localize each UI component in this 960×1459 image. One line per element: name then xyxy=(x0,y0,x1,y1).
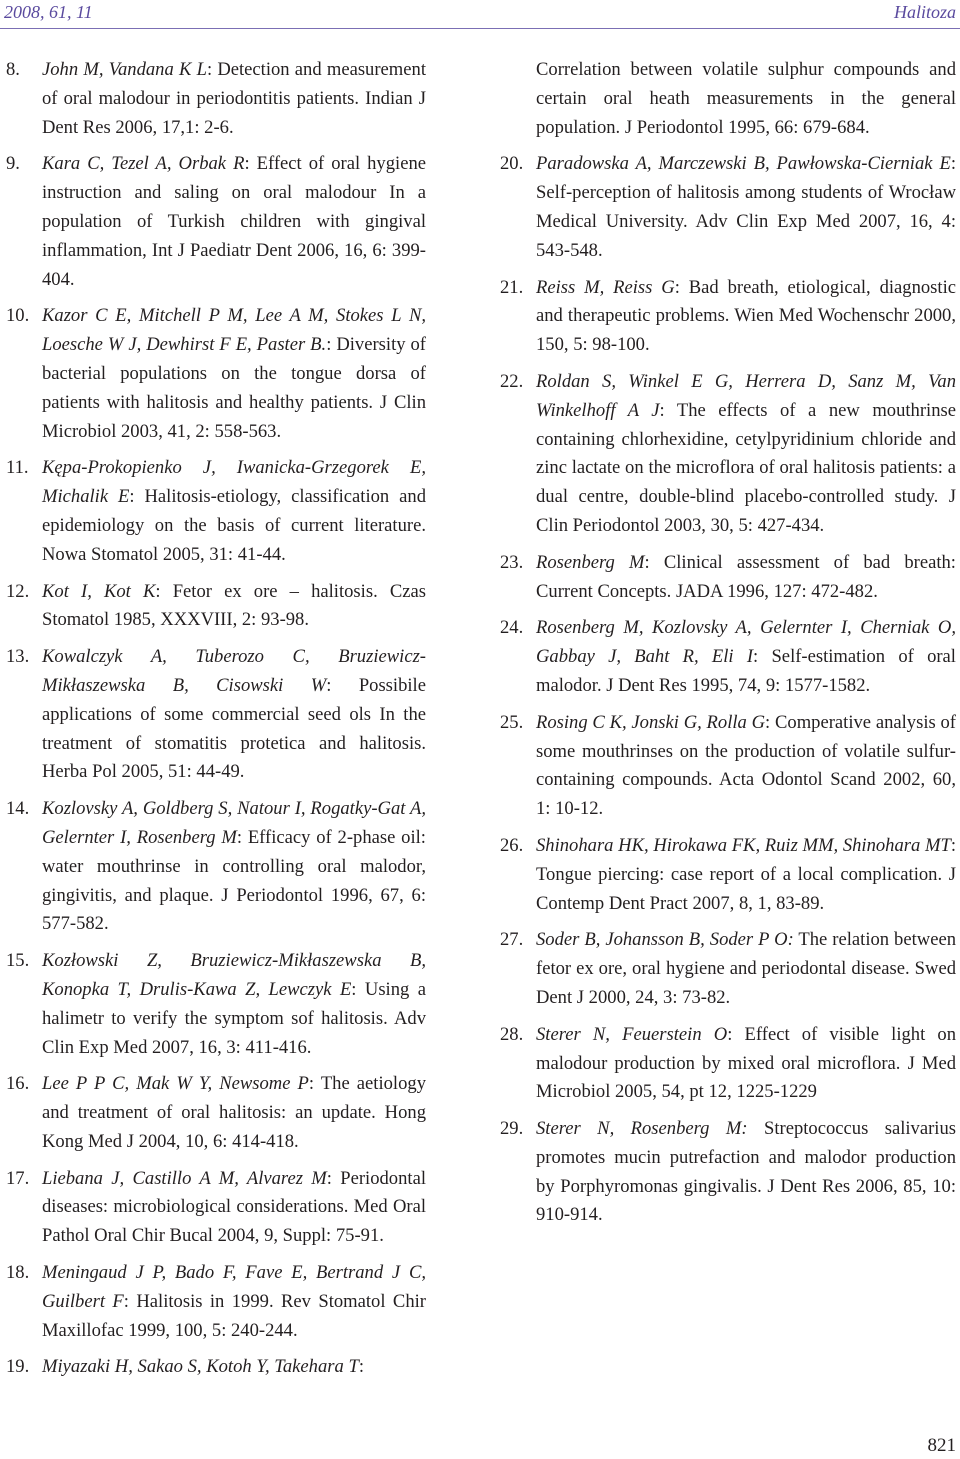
reference-separator: : xyxy=(123,1290,137,1312)
reference-separator: : xyxy=(244,153,257,175)
reference-text: Comperative analysis of some mouthrinses on the production of volatile sulfur-containing compounds. Acta Odontol Scand 2002, 60, 1: 10-12. xyxy=(536,711,956,820)
reference-item xyxy=(500,150,956,265)
reference-number: 13. xyxy=(6,646,30,668)
reference-item xyxy=(500,1115,956,1230)
reference-separator: : xyxy=(950,153,956,175)
reference-text: Effect of visible light on malodour production by mixed oral microflora. J Med Microbiol 2005, 54, pt 12, 1225-1229 xyxy=(536,1023,956,1103)
reference-number: 29. xyxy=(500,1118,524,1140)
reference-separator: : xyxy=(129,486,145,508)
reference-number: 24. xyxy=(500,617,524,639)
reference-text: Effect of oral hygiene instruction and saling on oral malodour In a population of Turkish children with gingival inflammation, Int J Paediatr Dent 2006, 16, 6: 399-404. xyxy=(42,153,426,290)
reference-text: Self-perception of halitosis among students of Wrocław Medical University. Adv Clin Exp Med 2007, 16, 4: 543-548. xyxy=(536,182,956,261)
reference-number: 21. xyxy=(500,276,524,298)
reference-item xyxy=(6,947,426,1062)
reference-item xyxy=(6,302,426,446)
reference-separator: : xyxy=(753,646,772,668)
reference-number: 9. xyxy=(6,153,20,175)
reference-number: 15. xyxy=(6,950,30,972)
reference-item xyxy=(6,56,426,142)
reference-text: Streptococcus salivarius promotes mucin putrefaction and malodor production by Porphyromonas gingivalis. J Dent Res 2006, 85, 10: 910-914. xyxy=(536,1118,956,1226)
reference-separator: : xyxy=(351,978,365,1000)
reference-separator: : xyxy=(206,59,218,80)
reference-text: The relation between fetor ex ore, oral hygiene and periodontal disease. Swed Dent J 2000, 24, 3: 73-82. xyxy=(536,929,956,1008)
reference-authors: Rosing C K, Jonski G, Rolla G xyxy=(536,711,766,733)
reference-authors: Kot I, Kot K xyxy=(42,580,156,602)
reference-number: 20. xyxy=(500,153,524,175)
reference-number: 16. xyxy=(6,1073,30,1095)
reference-number: 28. xyxy=(500,1023,524,1045)
reference-text: Detection and measurement of oral malodour in periodontitis patients. Indian J Dent Res 2006, 17,1: 2-6. xyxy=(42,59,426,138)
reference-text: Using a halimetr to verify the symptom sof halitosis. Adv Clin Exp Med 2007, 16, 3: 411-416. xyxy=(42,978,426,1058)
reference-text: Halitosis-etiology, classification and epidemiology on the basis of current literature. Nowa Stomatol 2005, 31: 41-44. xyxy=(42,486,426,565)
reference-separator: : xyxy=(659,399,677,421)
reference-item xyxy=(6,1165,426,1251)
reference-item xyxy=(500,709,956,824)
reference-separator: : xyxy=(644,551,664,573)
reference-item xyxy=(500,1021,956,1107)
reference-authors: Lee P P C, Mak W Y, Newsome P xyxy=(42,1073,309,1095)
reference-item xyxy=(500,368,956,541)
reference-item xyxy=(6,643,426,787)
reference-text: Self-estimation of oral malodor. J Dent Res 1995, 74, 9: 1577-1582. xyxy=(536,646,956,696)
reference-text: The aetiology and treatment of oral halitosis: an update. Hong Kong Med J 2004, 10, 6: 414-418. xyxy=(42,1073,426,1152)
reference-separator: : xyxy=(765,711,775,733)
running-header xyxy=(0,0,960,30)
reference-authors: John M, Vandana K L xyxy=(42,59,207,80)
reference-authors: Paradowska A, Marczewski B, Pawłowska-Cierniak E xyxy=(536,153,951,175)
reference-separator: : xyxy=(950,834,956,856)
reference-authors: Roldan S, Winkel E G, Herrera D, Sanz M, Van Winkelhoff A J xyxy=(536,370,956,421)
reference-authors: Kozłowski Z, Bruziewicz-Mikłaszewska B, Konopka T, Drulis-Kawa Z, Lewczyk E xyxy=(42,950,426,1000)
reference-text: The effects of a new mouthrinse containing chlorhexidine, cetylpyridinium chloride and zinc lactate on the microflora of oral halitosis patients: a dual centre, double-blind placebo-controlled study. J Clin Periodontol 2003, 30, 5: 427-434. xyxy=(536,399,956,536)
reference-number: 27. xyxy=(500,929,524,951)
reference-number: 8. xyxy=(6,59,20,80)
reference-authors: Kępa-Prokopienko J, Iwanicka-Grzegorek E, Michalik E xyxy=(42,457,426,508)
reference-text: Fetor ex ore – halitosis. Czas Stomatol 1985, XXXVIII, 2: 93-98. xyxy=(42,580,426,631)
reference-item xyxy=(6,1070,426,1156)
reference-item xyxy=(500,274,956,360)
reference-authors: Liebana J, Castillo A M, Alvarez M xyxy=(42,1167,327,1189)
references-left-column xyxy=(6,56,426,1390)
reference-separator: : xyxy=(155,580,173,602)
reference-authors: Rosenberg M, Kozlovsky A, Gelernter I, Cherniak O, Gabbay J, Baht R, Eli I xyxy=(536,617,956,668)
reference-number: 14. xyxy=(6,798,30,820)
reference-authors: Miyazaki H, Sakao S, Kotoh Y, Takehara T xyxy=(42,1356,359,1378)
page-number: 821 xyxy=(927,1435,956,1456)
reference-separator: : xyxy=(236,826,248,848)
reference-number: 23. xyxy=(500,551,524,573)
reference-separator: : xyxy=(326,674,359,696)
reference-text: Bad breath, etiological, diagnostic and therapeutic problems. Wien Med Wochenschr 2000, 150, 5: 98-100. xyxy=(536,276,956,356)
reference-authors: Shinohara HK, Hirokawa FK, Ruiz MM, Shinohara MT xyxy=(536,834,951,856)
reference-authors: Kozlovsky A, Goldberg S, Natour I, Rogatky-Gat A, Gelernter I, Rosenberg M xyxy=(42,798,426,848)
reference-separator: : xyxy=(674,276,689,298)
reference-authors: Sterer N, Rosenberg M: xyxy=(536,1118,748,1140)
reference-separator: : xyxy=(308,1073,321,1095)
reference-number: 25. xyxy=(500,711,524,733)
reference-item xyxy=(500,549,956,607)
reference-separator xyxy=(748,1118,764,1139)
reference-number: 22. xyxy=(500,370,524,392)
reference-text: Diversity of bacterial populations on the tongue dorsa of patients with halitosis and healthy patients. J Clin Microbiol 2003, 41, 2: 558-563. xyxy=(42,334,426,442)
reference-item xyxy=(500,614,956,700)
reference-number: 12. xyxy=(6,580,30,602)
reference-number: 11. xyxy=(6,457,29,479)
reference-number: 19. xyxy=(6,1356,30,1378)
reference-text: Periodontal diseases: microbiological considerations. Med Oral Pathol Oral Chir Bucal 2004, 9, Suppl: 75-91. xyxy=(42,1167,426,1247)
header-divider xyxy=(0,28,960,29)
reference-item xyxy=(6,454,426,569)
reference-number: 18. xyxy=(6,1262,30,1284)
reference-authors: Kowalczyk A, Tuberozo C, Bruziewicz-Mikłaszewska B, Cisowski W xyxy=(42,646,426,696)
reference-number: 17. xyxy=(6,1167,30,1189)
reference-authors: Soder B, Johansson B, Soder P O: xyxy=(536,929,794,951)
reference-item xyxy=(6,1259,426,1345)
reference-separator: : xyxy=(727,1023,745,1045)
reference-text: Tongue piercing: case report of a local complication. J Contemp Dent Pract 2007, 8, 1, 83-89. xyxy=(536,863,956,914)
reference-authors: Kazor C E, Mitchell P M, Lee A M, Stokes L N, Loesche W J, Dewhirst F E, Paster B. xyxy=(42,305,426,356)
reference-text: Clinical assessment of bad breath: Current Concepts. JADA 1996, 127: 472-482. xyxy=(536,551,956,602)
reference-authors: Reiss M, Reiss G xyxy=(536,276,675,298)
reference-separator: : xyxy=(358,1356,364,1378)
reference-separator: : xyxy=(326,334,337,356)
reference-text: Efficacy of 2-phase oil: water mouthrinse in controlling oral malodor, gingivitis, and plaque. J Periodontol 1996, 67, 6: 577-582. xyxy=(42,826,426,935)
references-right-column xyxy=(500,56,956,1238)
reference-item xyxy=(500,832,956,918)
reference-item xyxy=(6,150,426,294)
reference-authors: Meningaud J P, Bado F, Fave E, Bertrand J C, Guilbert F xyxy=(42,1262,426,1312)
reference-item xyxy=(500,56,956,142)
header-journal-section: Halitoza xyxy=(893,2,956,22)
reference-number: 26. xyxy=(500,834,524,856)
reference-text: Correlation between volatile sulphur compounds and certain oral heath measurements in the general population. J Periodontol 1995, 66: 679-684. xyxy=(536,59,956,138)
reference-text: Possibile applications of some commercial seed ols In the treatment of stomatitis protetica and halitosis. Herba Pol 2005, 51: 44-49. xyxy=(42,674,426,783)
reference-item xyxy=(6,795,426,939)
reference-authors: Sterer N, Feuerstein O xyxy=(536,1023,728,1045)
reference-separator: : xyxy=(326,1167,341,1189)
reference-authors: Kara C, Tezel A, Orbak R xyxy=(42,153,245,175)
reference-text: Halitosis in 1999. Rev Stomatol Chir Maxillofac 1999, 100, 5: 240-244. xyxy=(42,1290,426,1341)
reference-item xyxy=(6,1353,426,1382)
reference-item xyxy=(500,926,956,1012)
header-issue-info: 2008, 61, 11 xyxy=(4,2,93,22)
reference-authors: Rosenberg M xyxy=(536,551,645,573)
reference-number: 10. xyxy=(6,305,30,327)
reference-item xyxy=(6,578,426,636)
